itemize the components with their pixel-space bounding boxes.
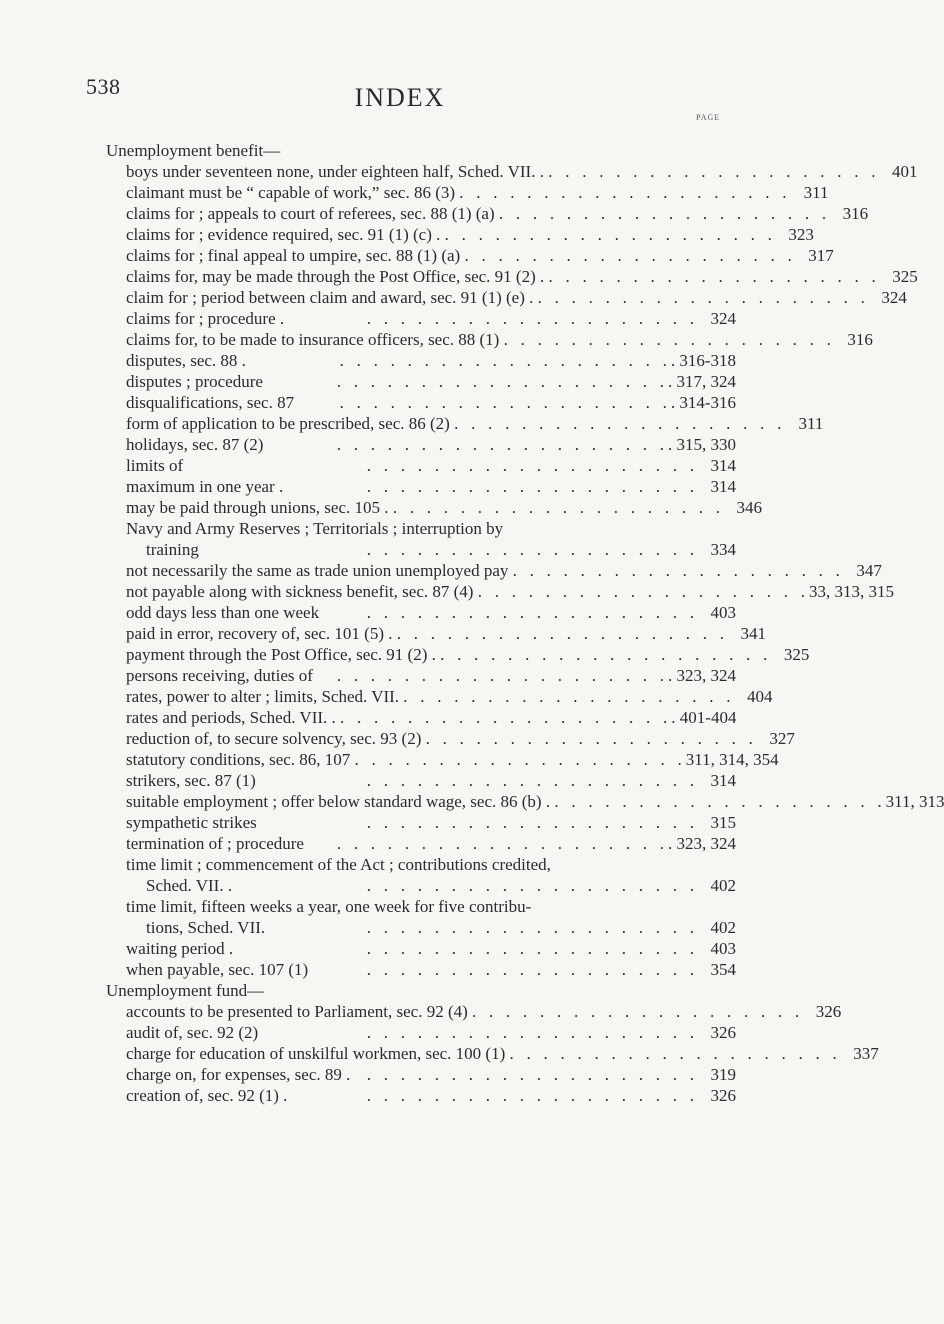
entry-text: claims for, may be made through the Post Office, sec. 91 (2) . xyxy=(126,267,545,286)
leader-dots: . . . . . . . . . . . . . . . . . . . . xyxy=(392,624,724,643)
leader-dots: . . . . . . . . . . . . . . . . . . . . xyxy=(544,267,876,286)
entry-pages: 326 xyxy=(815,1002,842,1021)
index-entry xyxy=(106,686,773,707)
entry-pages: 324 xyxy=(710,309,736,328)
leader-dots: . . . . . . . . . . . . . . . . . . . . xyxy=(362,456,694,475)
index-entry xyxy=(106,665,736,686)
entry-text: termination of ; procedure xyxy=(126,834,304,853)
leader-dots: . . . . . . . . . . . . . . . . . . . . xyxy=(335,393,667,412)
leader-dots: . . . . . . . . . . . . . . . . . . . . xyxy=(335,708,668,727)
entry-text: maximum in one year . xyxy=(126,477,284,496)
index-entry xyxy=(106,833,736,854)
index-entry xyxy=(106,266,918,287)
leader-dots: . . . . . . . . . . . . . . . . . . . . xyxy=(362,1023,694,1042)
entry-text: strikers, sec. 87 (1) xyxy=(126,771,256,790)
index-entry xyxy=(106,497,763,518)
entry-pages: . 314-316 xyxy=(670,393,736,412)
page-number: 538 xyxy=(86,74,121,99)
index-entry xyxy=(106,1064,736,1085)
leader-dots: . . . . . . . . . . . . . . . . . . . . xyxy=(435,645,768,664)
entry-pages: 337 xyxy=(853,1044,879,1063)
index-entry xyxy=(106,770,736,791)
entry-text: statutory conditions, sec. 86, 107 xyxy=(126,750,351,769)
index-entry xyxy=(106,476,736,497)
entry-pages: 334 xyxy=(710,540,736,559)
entry-pages: . 316-318 xyxy=(670,351,736,370)
index-entry xyxy=(106,854,736,896)
index-entry xyxy=(106,455,736,476)
entry-pages: . 317, 324 xyxy=(668,372,736,391)
index-entry xyxy=(106,350,736,371)
index-entry xyxy=(106,896,736,938)
leader-dots: . . . . . . . . . . . . . . . . . . . . xyxy=(332,435,664,454)
entry-pages: 324 xyxy=(881,288,907,307)
entry-text: charge for education of unskilful workmen, sec. 100 (1) xyxy=(126,1044,506,1063)
leader-dots: . . . . . . . . . . . . . . . . . . . . xyxy=(332,372,664,391)
index-entry xyxy=(106,1085,736,1106)
index-entry xyxy=(106,161,918,182)
index-entry xyxy=(106,581,894,602)
leader-dots: . . . . . . . . . . . . . . . . . . . . xyxy=(455,183,787,202)
page-column-label: PAGE xyxy=(696,113,721,122)
entry-text: claims for ; appeals to court of referees, sec. 88 (1) (a) xyxy=(126,204,495,223)
leader-dots: . . . . . . . . . . . . . . . . . . . . xyxy=(362,939,694,958)
index-entry xyxy=(106,644,810,665)
entry-text: claimant must be “ capable of work,” sec. 86 (3) xyxy=(126,183,456,202)
index-entry xyxy=(106,812,736,833)
leader-dots: . . . . . . . . . . . . . . . . . . . . xyxy=(449,414,782,433)
entry-pages: 314 xyxy=(710,771,736,790)
entry-text: sympathetic strikes xyxy=(126,813,257,832)
leader-dots: . . . . . . . . . . . . . . . . . . . . xyxy=(505,1044,837,1063)
entry-text-continued: tions, Sched. VII. xyxy=(146,918,266,937)
leader-dots: . . . . . . . . . . . . . . . . . . . . xyxy=(362,876,694,895)
entry-text: rates and periods, Sched. VII. . xyxy=(126,708,336,727)
entry-pages: 315 xyxy=(710,813,736,832)
leader-dots: . . . . . . . . . . . . . . . . . . . . xyxy=(362,1065,694,1084)
leader-dots: . . . . . . . . . . . . . . . . . . . . xyxy=(467,1002,800,1021)
entry-text: claims for ; final appeal to umpire, sec. 88 (1) (a) xyxy=(126,246,461,265)
entry-pages: 314 xyxy=(710,456,736,475)
entry-pages: 403 xyxy=(710,939,736,958)
leader-dots: . . . . . . . . . . . . . . . . . . . . xyxy=(332,834,664,853)
entry-pages: 347 xyxy=(856,561,882,580)
leader-dots: . . . . . . . . . . . . . . . . . . . . xyxy=(473,582,805,601)
entry-pages: 316 xyxy=(842,204,869,223)
entry-text: time limit, fifteen weeks a year, one week for five contribu- xyxy=(126,897,532,916)
entry-text: charge on, for expenses, sec. 89 . xyxy=(126,1065,351,1084)
entry-pages: 326 xyxy=(710,1023,736,1042)
entry-text: reduction of, to secure solvency, sec. 93 (2) xyxy=(126,729,422,748)
index-entry xyxy=(106,791,944,812)
entry-text: disqualifications, sec. 87 xyxy=(126,393,295,412)
leader-dots: . . . . . . . . . . . . . . . . . . . . xyxy=(332,666,664,685)
entry-text: not payable along with sickness benefit, sec. 87 (4) xyxy=(126,582,474,601)
entry-text-continued: Sched. VII. . xyxy=(146,876,233,895)
entry-pages: 323 xyxy=(788,225,814,244)
entry-pages: . 323, 324 xyxy=(668,834,736,853)
entry-text: when payable, sec. 107 (1) xyxy=(126,960,309,979)
entry-pages: . 315, 330 xyxy=(668,435,736,454)
running-head: INDEX xyxy=(354,83,446,112)
leader-dots: . . . . . . . . . . . . . . . . . . . . xyxy=(362,477,694,496)
entry-text: paid in error, recovery of, sec. 101 (5) . xyxy=(126,624,393,643)
leader-dots: . . . . . . . . . . . . . . . . . . . . xyxy=(460,246,792,265)
leader-dots: . . . . . . . . . . . . . . . . . . . . xyxy=(362,1086,694,1105)
entry-text: form of application to be prescribed, sec. 86 (2) xyxy=(126,414,450,433)
leader-dots: . . . . . . . . . . . . . . . . . . . . xyxy=(362,603,694,622)
leader-dots: . . . . . . . . . . . . . . . . . . . . xyxy=(362,309,694,328)
leader-dots: . . . . . . . . . . . . . . . . . . . . xyxy=(388,498,721,517)
entry-pages: 326 xyxy=(710,1086,736,1105)
entry-pages: 404 xyxy=(747,687,773,706)
entry-text: limits of xyxy=(126,456,184,475)
entry-pages: 311 xyxy=(803,183,829,202)
entry-pages: 402 xyxy=(710,918,736,937)
entry-text: creation of, sec. 92 (1) . xyxy=(126,1086,288,1105)
entry-pages: 311 xyxy=(798,414,824,433)
entry-text: claims for ; procedure . xyxy=(126,309,285,328)
leader-dots: . . . . . . . . . . . . . . . . . . . . xyxy=(362,771,694,790)
entry-pages: 311, 313 xyxy=(885,792,944,811)
entry-pages: 327 xyxy=(769,729,795,748)
index-entry xyxy=(106,371,736,392)
index-heading: Unemployment benefit— xyxy=(106,141,281,160)
entry-pages: 317 xyxy=(808,246,834,265)
leader-dots: . . . . . . . . . . . . . . . . . . . . xyxy=(362,960,694,979)
index-entry xyxy=(106,182,829,203)
entry-pages: . 401-404 xyxy=(671,708,737,727)
entry-pages: 325 xyxy=(783,645,810,664)
leader-dots: . . . . . . . . . . . . . . . . . . . . xyxy=(421,729,753,748)
index-entry xyxy=(106,203,869,224)
entry-pages: 341 xyxy=(740,624,766,643)
entry-text: claims for, to be made to insurance officers, sec. 88 (1) xyxy=(126,330,500,349)
index-entry xyxy=(106,707,736,728)
entry-pages: 354 xyxy=(710,960,736,979)
leader-dots: . . . . . . . . . . . . . . . . . . . . xyxy=(362,918,694,937)
index-entry xyxy=(106,245,834,266)
leader-dots: . . . . . . . . . . . . . . . . . . . . xyxy=(508,561,840,580)
entry-pages: 33, 313, 315 xyxy=(808,582,894,601)
entry-text: waiting period . xyxy=(126,939,234,958)
entry-pages: . 323, 324 xyxy=(668,666,736,685)
entry-text: rates, power to alter ; limits, Sched. VII. xyxy=(126,687,400,706)
index-entry xyxy=(106,602,736,623)
entry-text: holidays, sec. 87 (2) xyxy=(126,435,264,454)
entry-text: audit of, sec. 92 (2) xyxy=(126,1023,259,1042)
index-entry xyxy=(106,560,882,581)
index-entry xyxy=(106,1022,736,1043)
entry-text: Navy and Army Reserves ; Territorials ; interruption by xyxy=(126,519,504,538)
index-entry xyxy=(106,287,907,308)
entry-text: suitable employment ; offer below standard wage, sec. 86 (b) . xyxy=(126,792,551,811)
index-body xyxy=(106,140,944,1106)
entry-text: may be paid through unions, sec. 105 . xyxy=(126,498,389,517)
entry-text: payment through the Post Office, sec. 91 (2) . xyxy=(126,645,436,664)
leader-dots: . . . . . . . . . . . . . . . . . . . . xyxy=(362,540,694,559)
leader-dots: . . . . . . . . . . . . . . . . . . . . xyxy=(550,792,882,811)
entry-pages: 325 xyxy=(892,267,918,286)
index-entry xyxy=(106,308,736,329)
entry-pages: 314 xyxy=(710,477,736,496)
index-entry xyxy=(106,1043,879,1064)
index-entry xyxy=(106,728,795,749)
entry-text: odd days less than one week xyxy=(126,603,320,622)
index-entry xyxy=(106,434,736,455)
entry-text: claim for ; period between claim and award, sec. 91 (1) (e) . xyxy=(126,288,534,307)
index-entry xyxy=(106,224,814,245)
leader-dots: . . . . . . . . . . . . . . . . . . . . xyxy=(533,288,865,307)
leader-dots: . . . . . . . . . . . . . . . . . . . . xyxy=(362,813,694,832)
leader-dots: . . . . . . . . . . . . . . . . . . . . xyxy=(494,204,827,223)
entry-pages: 346 xyxy=(736,498,763,517)
entry-pages: 316 xyxy=(847,330,873,349)
leader-dots: . . . . . . . . . . . . . . . . . . . . xyxy=(543,162,876,181)
entry-text: disputes, sec. 88 . xyxy=(126,351,246,370)
index-entry xyxy=(106,413,824,434)
index-heading: Unemployment fund— xyxy=(106,981,265,1000)
index-entry xyxy=(106,623,766,644)
index-entry xyxy=(106,1001,842,1022)
entry-pages: 402 xyxy=(710,876,736,895)
index-entry xyxy=(106,749,779,770)
index-entry xyxy=(106,518,736,560)
leader-dots: . . . . . . . . . . . . . . . . . . . . xyxy=(399,687,731,706)
entry-text: persons receiving, duties of xyxy=(126,666,313,685)
entry-pages: 401 xyxy=(891,162,918,181)
entry-pages: 311, 314, 354 xyxy=(685,750,779,769)
index-entry xyxy=(106,392,736,413)
leader-dots: . . . . . . . . . . . . . . . . . . . . xyxy=(350,750,682,769)
entry-text-continued: training xyxy=(146,540,199,559)
leader-dots: . . . . . . . . . . . . . . . . . . . . xyxy=(440,225,772,244)
leader-dots: . . . . . . . . . . . . . . . . . . . . xyxy=(335,351,667,370)
leader-dots: . . . . . . . . . . . . . . . . . . . . xyxy=(499,330,831,349)
index-entry xyxy=(106,329,873,350)
index-entry xyxy=(106,938,736,959)
entry-text: disputes ; procedure xyxy=(126,372,263,391)
entry-pages: 403 xyxy=(710,603,736,622)
entry-text: time limit ; commencement of the Act ; contributions credited, xyxy=(126,855,551,874)
entry-pages: 319 xyxy=(710,1065,736,1084)
entry-text: accounts to be presented to Parliament, sec. 92 (4) xyxy=(126,1002,468,1021)
index-entry xyxy=(106,959,736,980)
entry-text: not necessarily the same as trade union unemployed pay xyxy=(126,561,509,580)
entry-text: claims for ; evidence required, sec. 91 (1) (c) . xyxy=(126,225,441,244)
entry-text: boys under seventeen none, under eighteen half, Sched. VII. . xyxy=(126,162,544,181)
